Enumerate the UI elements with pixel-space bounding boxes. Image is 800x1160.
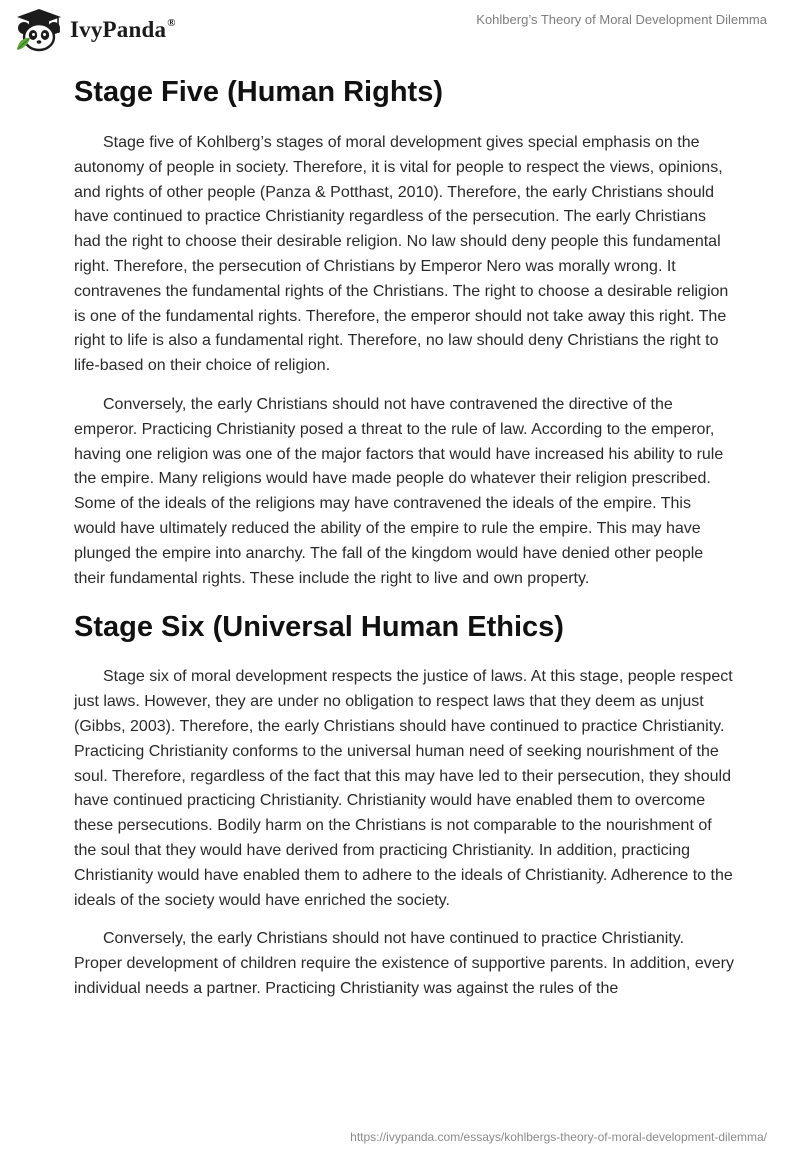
source-url-link[interactable]: https://ivypanda.com/essays/kohlbergs-theory-of-moral-development-dilemma/ <box>350 1130 767 1144</box>
paragraph: Conversely, the early Christians should not have contravened the directive of the emperor. Practicing Christianity posed a threat to the rule of law. According to the emperor, having one religion was one of the major factors that would have increased his ability to rule the empire. Many religions would have made people do whatever their religion prescribed. Some of the ideals of the religions may have contravened the ideals of the empire. This would have ultimately reduced the ability of the empire to rule the empire. This may have plunged the empire into anarchy. The fall of the kingdom would have denied other people their fundamental rights. These include the right to live and own property. <box>74 395 724 587</box>
document-title: Kohlberg’s Theory of Moral Development Dilemma <box>476 12 767 27</box>
essay-content <box>74 70 734 1016</box>
brand-name: IvyPanda® <box>70 17 176 42</box>
section-heading-stage-five: Stage Five (Human Rights) <box>74 76 443 108</box>
paragraph: Stage six of moral development respects the justice of laws. At this stage, people respect just laws. However, they are under no obligation to respect laws that they deem as unjust (Gibbs, 2003). Therefore, the early Christians should have continued to practice Christianity. Practicing Christianity conforms to the universal human need of seeking nourishment of the soul. Therefore, regardless of the fact that this may have led to their persecution, they should have continued practicing Christianity. Christianity would have enabled them to overcome these persecutions. Bodily harm on the Christians is not comparable to the nourishment of the soul that they would have derived from practicing Christianity. In addition, practicing Christianity would have enabled them to adhere to the ideals of Christianity. Adherence to the ideals of the society would have enriched the society. <box>74 668 733 909</box>
paragraph: Stage five of Kohlberg’s stages of moral development gives special emphasis on the autonomy of people in society. Therefore, it is vital for people to respect the views, opinions, and rights of other people (Panza & Potthast, 2010). Therefore, the early Christians should have continued to practice Christianity regardless of the persecution. The early Christians had the right to choose their desirable religion. No law should deny people this fundamental right. Therefore, the persecution of Christians by Emperor Nero was morally wrong. It contravenes the fundamental rights of the Christians. The right to choose a desirable religion is one of the fundamental rights. Therefore, the emperor should not take away this right. The right to life is also a fundamental right. Therefore, no law should deny Christians the right to life-based on their choice of religion. <box>74 134 729 375</box>
ivypanda-logo[interactable] <box>14 8 176 52</box>
paragraph: Conversely, the early Christians should not have continued to practice Christianity. Proper development of children require the existence of supportive parents. In addition, every individual needs a partner. Practicing Christianity was against the rules of the <box>74 930 734 997</box>
panda-logo-icon <box>14 8 64 52</box>
page-header <box>0 0 800 62</box>
section-heading-stage-six: Stage Six (Universal Human Ethics) <box>74 611 564 644</box>
